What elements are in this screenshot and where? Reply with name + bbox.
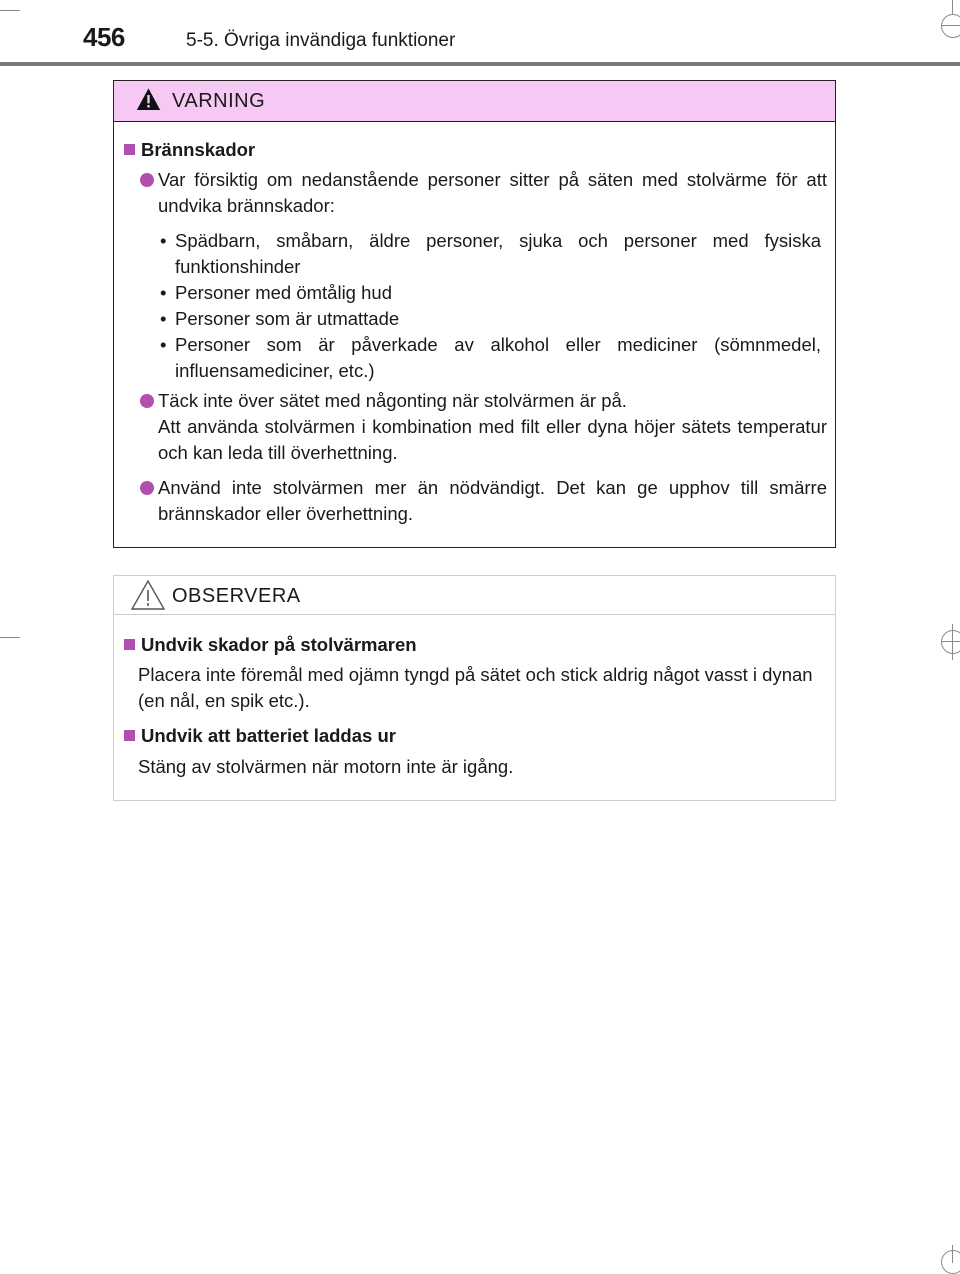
page-header [0,0,960,66]
square-bullet-icon [124,730,135,741]
sub-item-text: Personer med ömtålig hud [175,282,392,303]
bullet-text: Täck inte över sätet med någonting när stolvärmen är på. [158,390,627,411]
bullet-text: Använd inte stolvärmen mer än nödvändigt. Det kan ge upphov till smärre brännskador eller överhettning. [158,477,827,524]
list-item [154,280,821,306]
round-bullet-icon [140,173,154,187]
notice-box [113,575,836,801]
round-bullet-icon [140,394,154,408]
round-bullet-icon [140,481,154,495]
warning-section-heading: Brännskador [124,137,255,163]
notice-section-heading: Undvik att batteriet laddas ur [124,723,396,749]
square-bullet-icon [124,639,135,650]
section-title: 5-5. Övriga invändiga funktioner [186,30,456,51]
list-item [124,388,827,466]
list-item [124,475,827,527]
bullet-continuation: Att använda stolvärmen i kombination med filt eller dyna höjer sätets temperatur och kan leda till överhettning. [158,416,827,463]
crop-mark [0,637,20,638]
sub-bullet-mark: • [160,334,167,355]
list-item [124,167,827,219]
registration-mark-icon [941,630,960,654]
notice-section-text: Stäng av stolvärmen när motorn inte är igång. [138,756,514,777]
bullet-text: Var försiktig om nedanstående personer sitter på säten med stolvärme för att undvika brännskador: [158,169,827,216]
list-item [154,332,821,384]
sub-bullet-mark: • [160,230,167,251]
warning-title: VARNING [172,90,266,112]
list-item [154,306,821,332]
list-item [154,228,821,280]
sub-bullet-mark: • [160,308,167,329]
sub-item-text: Personer som är påverkade av alkohol eller mediciner (sömnmedel, influensamediciner, etc.) [175,334,821,381]
notice-title: OBSERVERA [172,585,301,607]
sub-item-text: Personer som är utmattade [175,308,400,329]
warning-triangle-icon [136,85,166,115]
notice-section-heading: Undvik skador på stolvärmaren [124,632,417,658]
notice-header [114,576,835,615]
notice-section-text: Placera inte föremål med ojämn tyngd på sätet och stick aldrig något vasst i dynan (en nål, en spik etc.). [138,664,813,711]
sub-bullet-mark: • [160,282,167,303]
registration-mark-icon [941,1250,960,1274]
sub-item-text: Spädbarn, småbarn, äldre personer, sjuka och personer med fysiska funktionshinder [175,230,821,277]
page-number: 456 [83,22,125,52]
warning-box [113,80,836,548]
warning-header [114,81,835,122]
square-bullet-icon [124,144,135,155]
caution-triangle-icon [130,579,166,611]
header-divider [0,62,960,66]
